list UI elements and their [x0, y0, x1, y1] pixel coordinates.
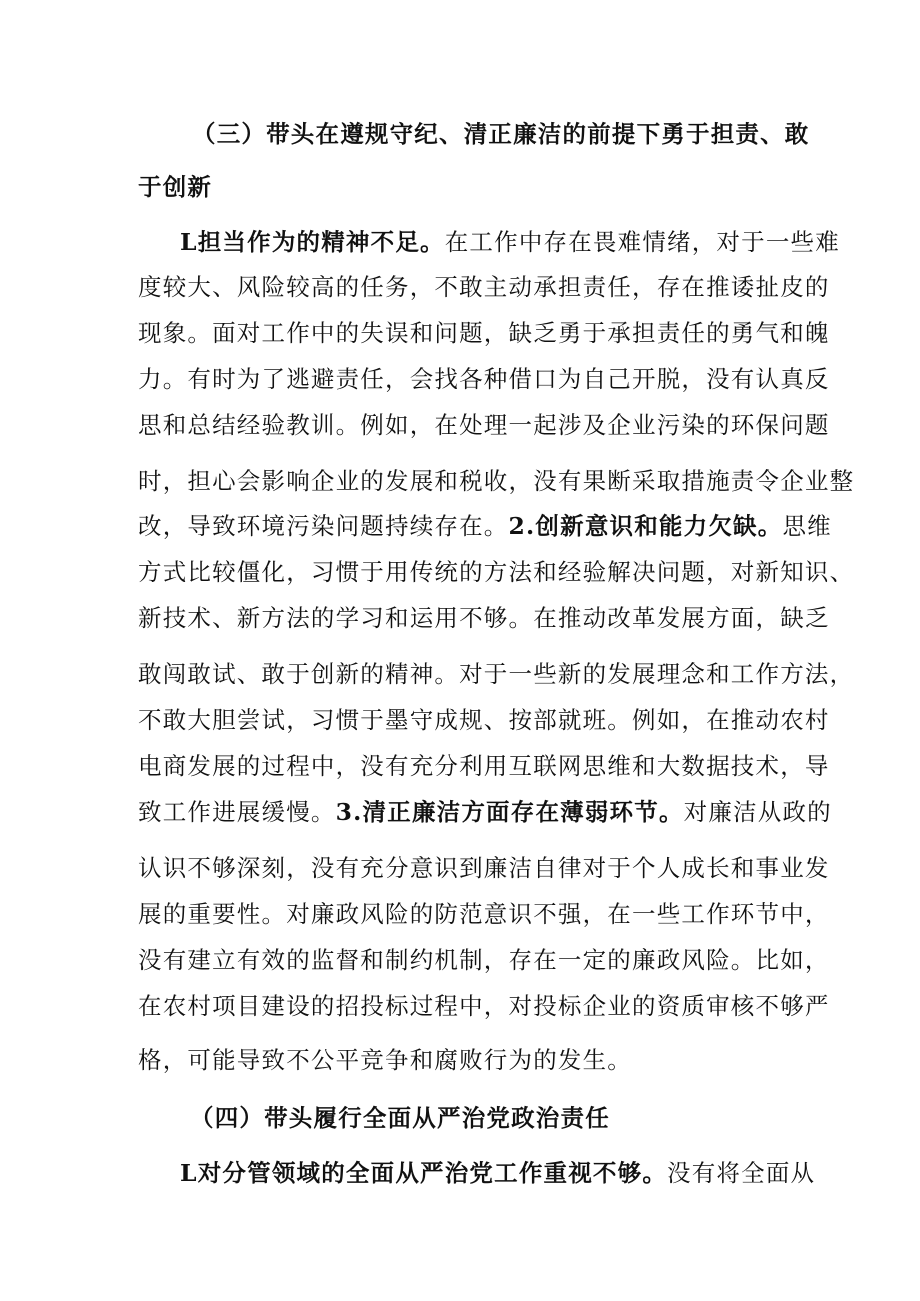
paragraph-1-line-18: 格，可能导致不公平竞争和腐败行为的发生。 [138, 1046, 632, 1074]
paragraph-1-line-17: 在农村项目建设的招投标过程中，对投标企业的资质审核不够严 [138, 992, 830, 1020]
paragraph-1-line-12: 电商发展的过程中，没有充分利用互联网思维和大数据技术，导 [138, 752, 830, 780]
paragraph-1-line-15: 展的重要性。对廉政风险的防范意识不强，在一些工作环节中， [138, 900, 830, 928]
paragraph-2-line-1 [180, 1158, 815, 1188]
paragraph-1-line-6: 时，担心会影响企业的发展和税收，没有果断采取措施责令企业整 [138, 467, 855, 495]
paragraph-1-line-8: 方式比较僵化，习惯于用传统的方法和经验解决问题，对新知识、 [138, 558, 855, 586]
point-3-title: 3.清正廉洁方面存在薄弱环节。 [335, 798, 684, 826]
section-3-heading-line-2: 于创新 [138, 173, 213, 201]
section-4-point-1-title: L对分管领域的全面从严治党工作重视不够。 [180, 1159, 668, 1187]
paragraph-1-line-13-tail: 对廉洁从政的 [683, 798, 832, 826]
paragraph-2-line-1-text: 没有将全面从 [667, 1159, 816, 1187]
paragraph-1-line-9: 新技术、新方法的学习和运用不够。在推动改革发展方面，缺乏 [138, 604, 830, 632]
paragraph-1-line-4: 力。有时为了逃避责任，会找各种借口为自己开脱，没有认真反 [138, 365, 830, 393]
paragraph-1-line-10: 敢闯敢试、敢于创新的精神。对于一些新的发展理念和工作方法， [138, 660, 855, 688]
point-2-title: 2.创新意识和能力欠缺。 [508, 512, 783, 540]
paragraph-1-line-13 [138, 797, 832, 827]
paragraph-1-line-2: 度较大、风险较高的任务，不敢主动承担责任，存在推诿扯皮的 [138, 273, 830, 301]
paragraph-1-line-1 [180, 227, 840, 257]
paragraph-1-line-13-text: 致工作进展缓慢。 [138, 798, 336, 826]
paragraph-1-line-16: 没有建立有效的监督和制约机制，存在一定的廉政风险。比如， [138, 946, 830, 974]
point-1-title: L担当作为的精神不足。 [180, 228, 445, 256]
paragraph-1-line-11: 不敢大胆尝试，习惯于墨守成规、按部就班。例如，在推动农村 [138, 706, 830, 734]
section-3-heading-line-1: （三）带头在遵规守纪、清正廉洁的前提下勇于担责、敢 [192, 120, 810, 148]
paragraph-1-line-7-tail: 思维 [782, 512, 832, 540]
paragraph-1-line-1-text: 在工作中存在畏难情绪，对于一些难 [444, 228, 840, 256]
paragraph-1-line-3: 现象。面对工作中的失误和问题，缺乏勇于承担责任的勇气和魄 [138, 319, 830, 347]
paragraph-1-line-7-text: 改，导致环境污染问题持续存在。 [138, 512, 509, 540]
paragraph-1-line-14: 认识不够深刻，没有充分意识到廉洁自律对于个人成长和事业发 [138, 854, 830, 882]
paragraph-1-line-7 [138, 511, 832, 541]
section-4-heading: （四）带头履行全面从严治党政治责任 [190, 1104, 610, 1132]
paragraph-1-line-5: 思和总结经验教训。例如，在处理一起涉及企业污染的环保问题 [138, 411, 830, 439]
